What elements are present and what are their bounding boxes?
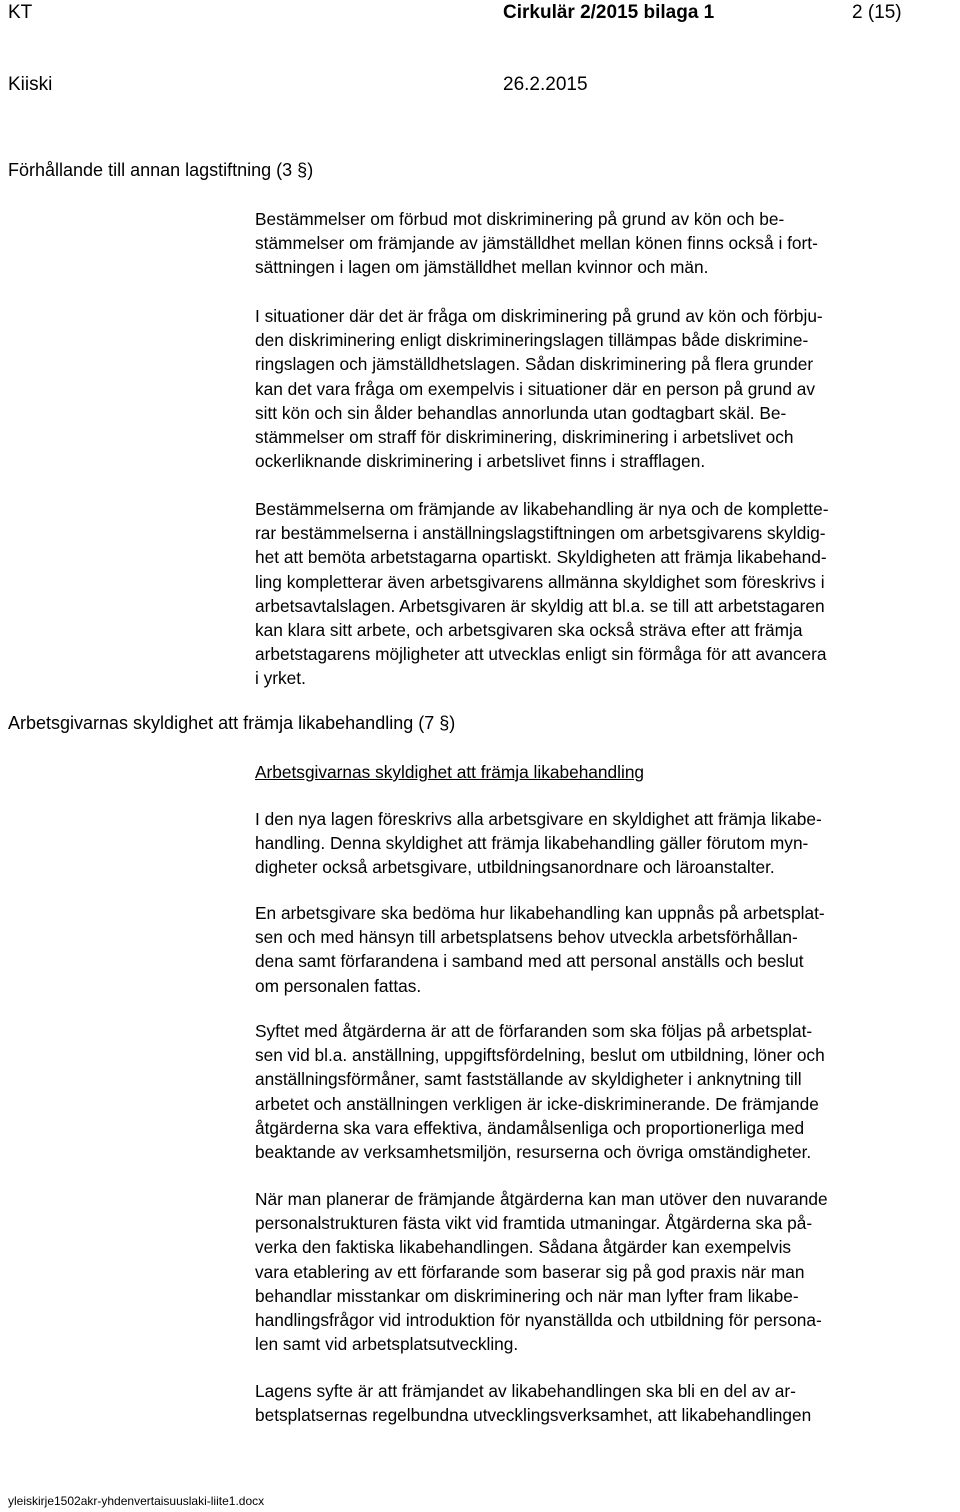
paragraph: Bestämmelserna om främjande av likabehandling är nya och de komplette- rar bestämmelserna i anställningslagstiftningen om arbetsgivarens skyldig- het att bemöta arbetstagarna opartiskt. Skyldigheten att främja likabehand- ling kompletterar även arbetsgivarens allmänna skyldighet som föreskrivs i arbetsavtalslagen. Arbetsgivaren är skyldig att bl.a. se till att arbetstagaren kan klara sitt arbete, och arbetsgivaren ska också sträva efter att främja arbetstagarens möjligheter att utvecklas enligt sin förmåga för att avancera i yrket. xyxy=(255,499,829,689)
paragraph: I den nya lagen föreskrivs alla arbetsgivare en skyldighet att främja likabe- handling. Denna skyldighet att främja likabehandling gäller förutom myn- digheter också arbetsgivare, utbildningsanordnare och läroanstalter. xyxy=(255,809,822,878)
header-page-number: 2 (15) xyxy=(852,2,902,23)
paragraph: En arbetsgivare ska bedöma hur likabehandling kan uppnås på arbetsplat- sen och med hänsyn till arbetsplatsens behov utveckla arbetsförhållan- dena samt förfarandena i samband med att personal anställs och beslut om personalen fattas. xyxy=(255,903,825,996)
section-heading: Arbetsgivarnas skyldighet att främja likabehandling (7 §) xyxy=(8,713,456,733)
header-author: Kiiski xyxy=(8,74,53,95)
paragraph: Bestämmelser om förbud mot diskriminering på grund av kön och be- stämmelser om främjande av jämställdhet mellan könen finns också i fort- sättningen i lagen om jämställdhet mellan kvinnor och män. xyxy=(255,209,818,278)
header-date: 26.2.2015 xyxy=(503,74,588,95)
paragraph: Lagens syfte är att främjandet av likabehandlingen ska bli en del av ar- betsplatsernas regelbundna utvecklingsverksamhet, att likabehandlingen xyxy=(255,1381,812,1426)
sub-heading: Arbetsgivarnas skyldighet att främja likabehandling xyxy=(255,762,645,782)
paragraph: Syftet med åtgärderna är att de förfaranden som ska följas på arbetsplat- sen vid bl.a. anställning, uppgiftsfördelning, beslut om utbildning, löner och anställningsförmåner, samt fastställande av skyldigheter i anknytning till arbetet och anställningen verkligen är icke-diskriminerande. De främjande åtgärderna ska vara effektiva, ändamålsenliga och proportionerliga med beaktande av verksamhetsmiljön, resurserna och övriga omständigheter. xyxy=(255,1021,825,1163)
paragraph: I situationer där det är fråga om diskriminering på grund av kön och förbju- den diskriminering enligt diskrimineringslagen tillämpas både diskrimine- ringslagen och jämställdhetslagen. Sådan diskriminering på flera grunder kan det vara fråga om exempelvis i situationer där en person på grund av sitt kön och sin ålder behandlas annorlunda utan godtagbart skäl. Be- stämmelser om straff för diskriminering, diskriminering i arbetslivet och ockerliknande diskriminering i arbetslivet finns i strafflagen. xyxy=(255,306,823,472)
header-title: Cirkulär 2/2015 bilaga 1 xyxy=(503,2,715,23)
header-org: KT xyxy=(8,2,33,23)
footer-filename: yleiskirje1502akr-yhdenvertaisuuslaki-liite1.docx xyxy=(8,1494,265,1508)
section-heading: Förhållande till annan lagstiftning (3 §) xyxy=(8,160,314,180)
paragraph: När man planerar de främjande åtgärderna kan man utöver den nuvarande personalstrukturen fästa vikt vid framtida utmaningar. Åtgärderna ska på- verka den faktiska likabehandlingen. Sådana åtgärder kan exempelvis vara etablering av ett förfarande som baserar sig på god praxis när man behandlar misstankar om diskriminering och när man lyfter fram likabe- handlingsfrågor vid introduktion för nyanställda och utbildning för persona- len samt vid arbetsplatsutveckling. xyxy=(255,1189,828,1355)
